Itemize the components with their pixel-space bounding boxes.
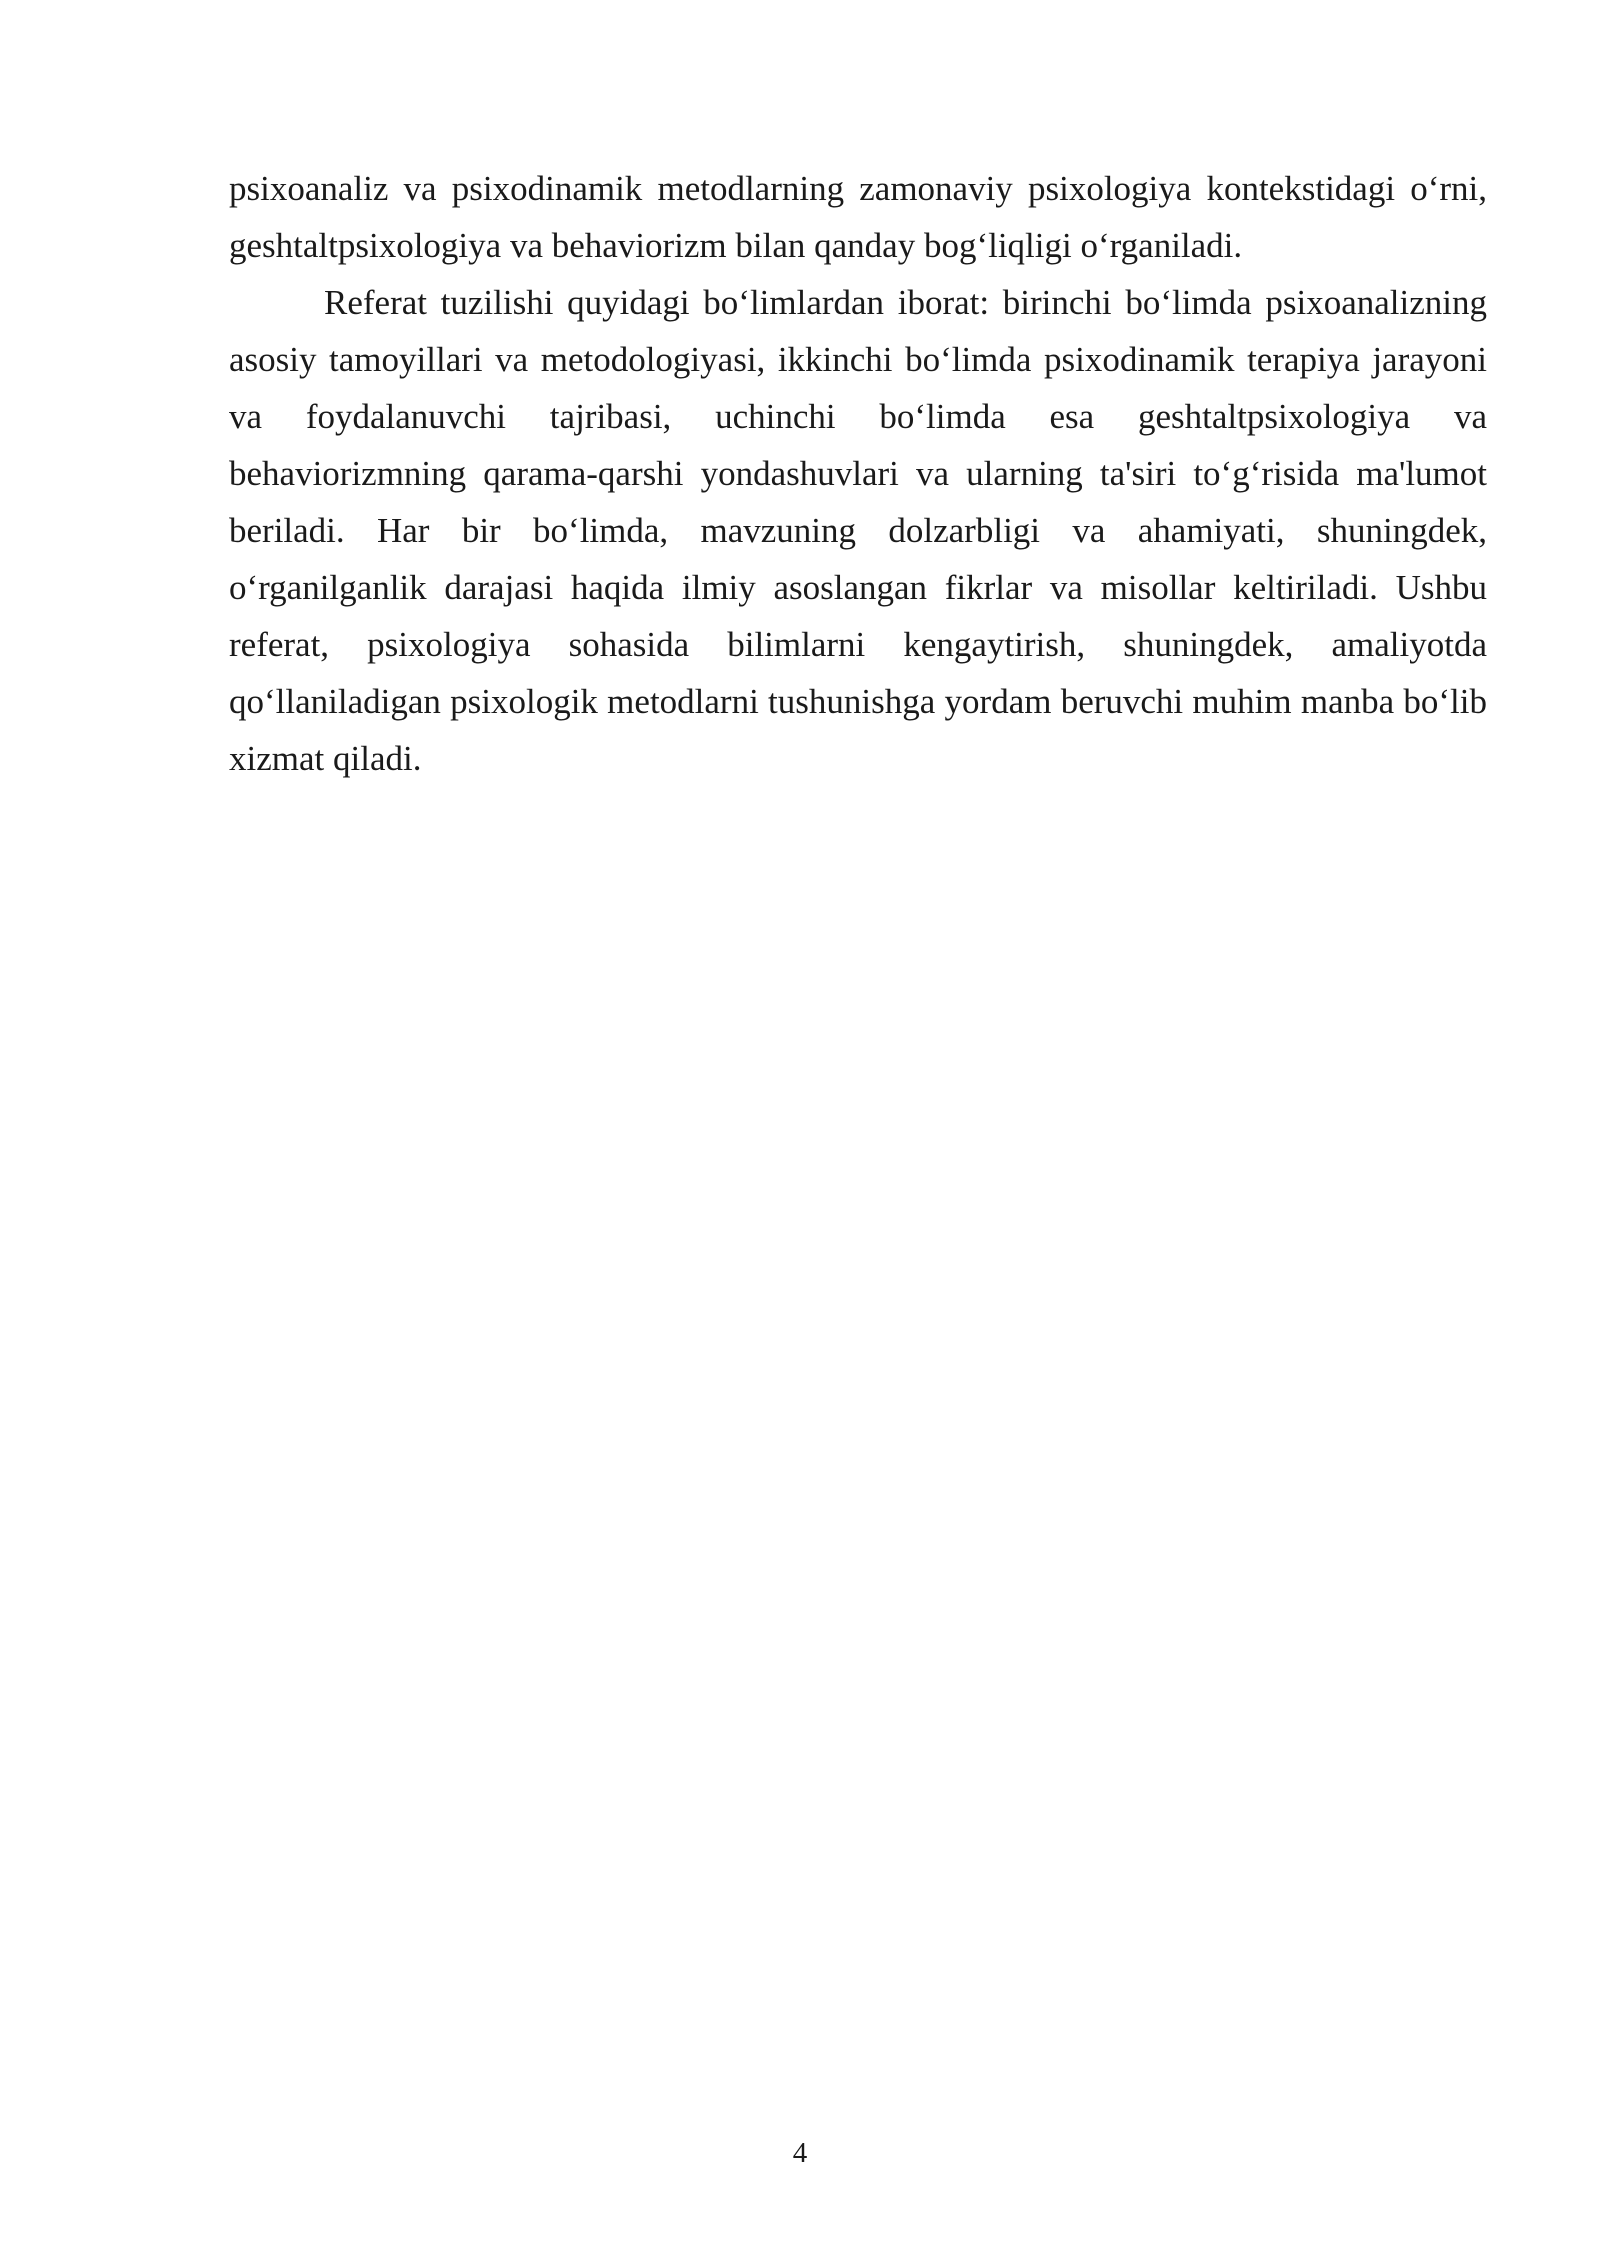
paragraph-referat-structure: Referat tuzilishi quyidagi bo‘limlardan iborat: birinchi bo‘limda psixoanalizning asosiy tamoyillari va metodologiyasi, ikkinchi bo‘limda psixodinamik terapiya jarayoni va foydalanuvchi tajribasi, uchinchi bo‘limda esa geshtaltpsixologiya va behaviorizmning qarama-qarshi yondashuvlari va ularning ta'siri to‘g‘risida ma'lumot beriladi. Har bir bo‘limda, mavzuning dolzarbligi va ahamiyati, shuningdek, o‘rganilganlik darajasi haqida ilmiy asoslangan fikrlar va misollar keltiriladi. Ushbu referat, psixologiya sohasida bilimlarni kengaytirish, shuningdek, amaliyotda qo‘llaniladigan psixologik metodlarni tushunishga yordam beruvchi muhim manba bo‘lib xizmat qiladi. <box>229 283 1487 778</box>
paragraph-continuation: psixoanaliz va psixodinamik metodlarning zamonaviy psixologiya kontekstidagi o‘rni, geshtaltpsixologiya va behaviorizm bilan qanday bog‘liqligi o‘rganiladi. <box>229 169 1487 265</box>
body-text <box>229 160 1487 787</box>
page-number: 4 <box>792 2137 808 2169</box>
